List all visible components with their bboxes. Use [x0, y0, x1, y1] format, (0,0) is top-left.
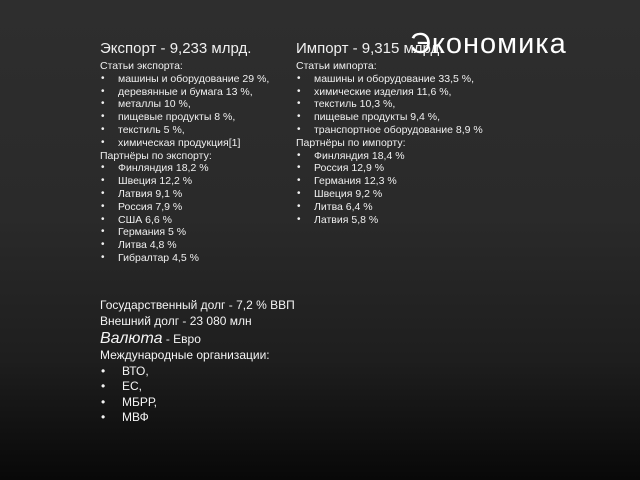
list-item: • металлы 10 %,	[100, 98, 285, 111]
list-item: • Россия 12,9 %	[296, 162, 486, 175]
list-item: • Латвия 5,8 %	[296, 214, 486, 227]
list-item: • Финляндия 18,2 %	[100, 162, 285, 175]
list-item: • текстиль 10,3 %,	[296, 98, 486, 111]
import-column	[296, 40, 486, 226]
list-item: • транспортное оборудование 8,9 %	[296, 124, 486, 137]
currency-line	[100, 330, 295, 348]
export-column	[100, 40, 285, 265]
list-item: • Финляндия 18,4 %	[296, 150, 486, 163]
list-item: • деревянные и бумага 13 %,	[100, 86, 285, 99]
list-item: • США 6,6 %	[100, 214, 285, 227]
summary-block	[100, 298, 295, 426]
list-item: • МВФ	[100, 410, 295, 426]
list-item: • текстиль 5 %,	[100, 124, 285, 137]
list-item: • пищевые продукты 9,4 %,	[296, 111, 486, 124]
list-item: • Литва 6,4 %	[296, 201, 486, 214]
currency-value: - Евро	[162, 332, 201, 346]
list-item: • Германия 5 %	[100, 226, 285, 239]
currency-label: Валюта	[100, 330, 163, 347]
list-item: • Гибралтар 4,5 %	[100, 252, 285, 265]
export-items-list	[100, 73, 285, 150]
import-partners-label: Партнёры по импорту:	[296, 136, 406, 149]
orgs-label: Международные организации:	[100, 348, 270, 362]
list-item: • ВТО,	[100, 364, 295, 380]
list-item: • Литва 4,8 %	[100, 239, 285, 252]
public-debt: Государственный долг - 7,2 % ВВП	[100, 298, 295, 312]
export-heading: Экспорт - 9,233 млрд.	[100, 40, 252, 57]
list-item: • Германия 12,3 %	[296, 175, 486, 188]
import-heading: Импорт - 9,315 млрд.	[296, 40, 444, 57]
slide-title: Экономика	[410, 28, 567, 60]
list-item: • химическая продукция[1]	[100, 137, 285, 150]
list-item: • машины и оборудование 29 %,	[100, 73, 285, 86]
orgs-list	[100, 364, 295, 426]
import-items-label: Статьи импорта:	[296, 60, 377, 72]
list-item: • МБРР,	[100, 395, 295, 411]
import-items-list	[296, 73, 486, 137]
export-partners-label: Партнёры по экспорту:	[100, 149, 212, 162]
list-item: • ЕС,	[100, 379, 295, 395]
list-item: • Россия 7,9 %	[100, 201, 285, 214]
import-partners-list	[296, 150, 486, 227]
export-partners-list	[100, 162, 285, 264]
list-item: • машины и оборудование 33,5 %,	[296, 73, 486, 86]
external-debt: Внешний долг - 23 080 млн	[100, 313, 252, 328]
export-items-label: Статьи экспорта:	[100, 60, 183, 72]
list-item: • Швеция 12,2 %	[100, 175, 285, 188]
list-item: • химические изделия 11,6 %,	[296, 86, 486, 99]
list-item: • пищевые продукты 8 %,	[100, 111, 285, 124]
list-item: • Швеция 9,2 %	[296, 188, 486, 201]
list-item: • Латвия 9,1 %	[100, 188, 285, 201]
